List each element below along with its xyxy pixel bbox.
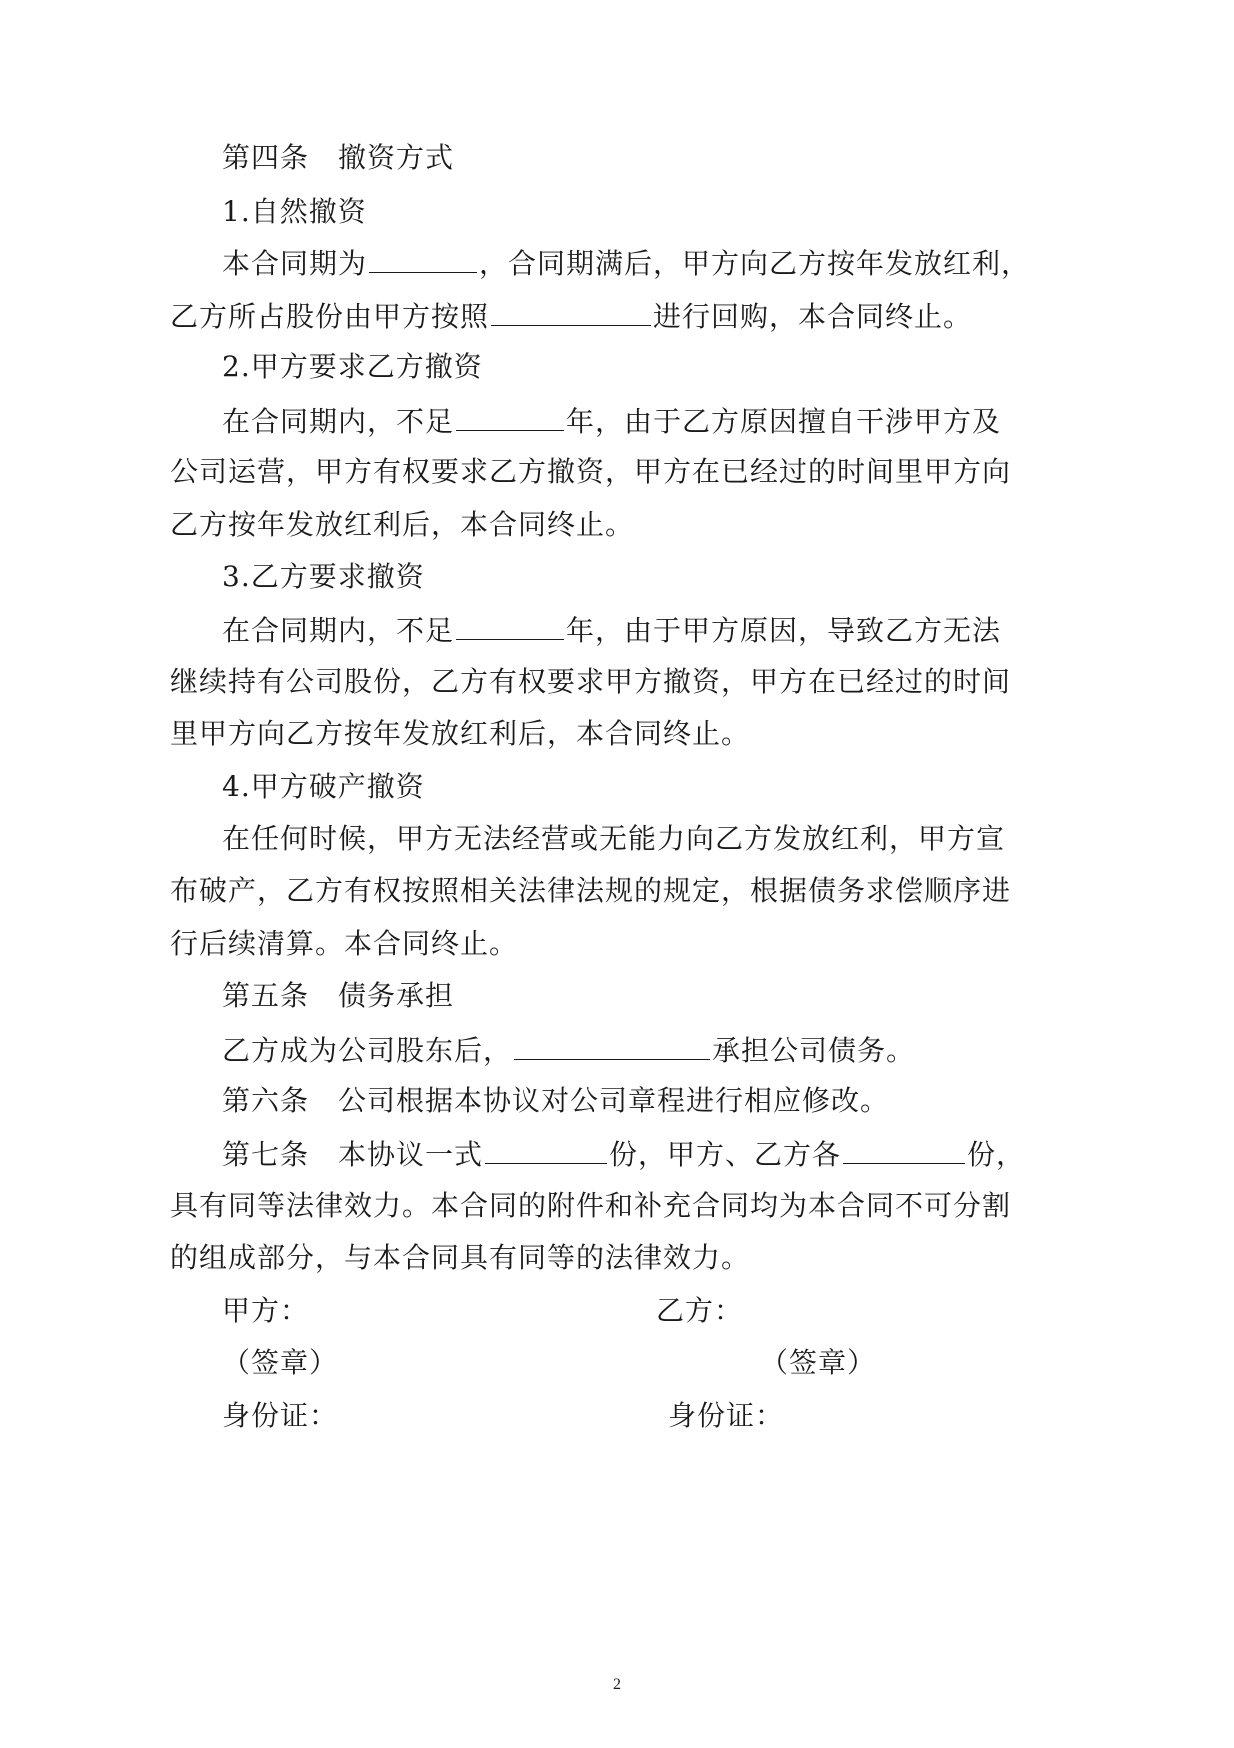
copies-each-blank: [843, 1133, 965, 1164]
text-fragment: ，合同期满后，甲方向乙方按年发放红利，: [479, 247, 1031, 280]
article4-s4-para-line2: 布破产，乙方有权按照相关法律法规的规定，根据债务求偿顺序进: [170, 874, 1012, 907]
article4-s1-para-line1: [222, 242, 1030, 284]
years-blank: [456, 400, 564, 431]
article4-s3-para-line2: 继续持有公司股份，乙方有权要求甲方撤资，甲方在已经过的时间: [170, 665, 1012, 698]
article5-title: 第五条 债务承担: [222, 979, 455, 1012]
article4-s4-heading: 4.甲方破产撤资: [222, 770, 425, 803]
article4-s4-para-line1: 在任何时候，甲方无法经营或无能力向乙方发放红利，甲方宣: [222, 822, 1006, 855]
party-b-id: 身份证：: [668, 1399, 785, 1432]
article7-para-line1: [222, 1133, 1025, 1175]
article4-s1-heading: 1.自然撤资: [222, 195, 367, 228]
article4-s3-heading: 3.乙方要求撤资: [222, 560, 425, 593]
text-fragment: 承担公司债务。: [712, 1034, 916, 1067]
party-b-seal: （签章）: [760, 1346, 877, 1379]
article7-para-line2: 具有同等法律效力。本合同的附件和补充合同均为本合同不可分割: [170, 1189, 1012, 1222]
article4-s1-para-line2: [170, 295, 972, 337]
party-a-id: 身份证：: [222, 1399, 339, 1432]
party-b-label: 乙方：: [656, 1294, 744, 1327]
article4-s3-para-line3: 里甲方向乙方按年发放红利后，本合同终止。: [170, 717, 751, 750]
article4-s4-para-line3: 行后续清算。本合同终止。: [170, 927, 519, 960]
article7-para-line3: 的组成部分，与本合同具有同等的法律效力。: [170, 1241, 751, 1274]
copies-total-blank: [485, 1133, 607, 1164]
debt-liability-blank: [514, 1029, 710, 1060]
text-fragment: 乙方成为公司股东后，: [222, 1034, 513, 1067]
article5-para: [222, 1029, 915, 1071]
text-fragment: 年，由于甲方原因，导致乙方无法: [566, 614, 1002, 647]
text-fragment: 年，由于乙方原因擅自干涉甲方及: [566, 405, 1002, 438]
text-fragment: 份，: [967, 1138, 1026, 1171]
page-number: 2: [613, 1676, 621, 1693]
article4-s2-para-line3: 乙方按年发放红利后，本合同终止。: [170, 508, 635, 541]
party-a-seal: （签章）: [222, 1346, 339, 1379]
buyback-method-blank: [491, 295, 651, 326]
text-fragment: 在合同期内，不足: [222, 405, 455, 438]
text-fragment: 进行回购，本合同终止。: [653, 300, 973, 333]
party-a-label: 甲方：: [222, 1294, 310, 1327]
article4-s2-heading: 2.甲方要求乙方撤资: [222, 350, 483, 383]
article4-s2-para-line2: 公司运营，甲方有权要求乙方撤资，甲方在已经过的时间里甲方向: [170, 455, 1012, 488]
article4-title: 第四条 撤资方式: [222, 141, 455, 174]
text-fragment: 本合同期为: [222, 247, 368, 280]
article4-s2-para-line1: [222, 400, 1001, 442]
text-fragment: 乙方所占股份由甲方按照: [170, 300, 490, 333]
article4-s3-para-line1: [222, 609, 1001, 651]
text-fragment: 份，甲方、乙方各: [609, 1138, 842, 1171]
article6-text: 第六条 公司根据本协议对公司章程进行相应修改。: [222, 1084, 890, 1117]
text-fragment: 第七条 本协议一式: [222, 1138, 484, 1171]
years-blank: [456, 609, 564, 640]
text-fragment: 在合同期内，不足: [222, 614, 455, 647]
contract-term-blank: [369, 242, 477, 273]
